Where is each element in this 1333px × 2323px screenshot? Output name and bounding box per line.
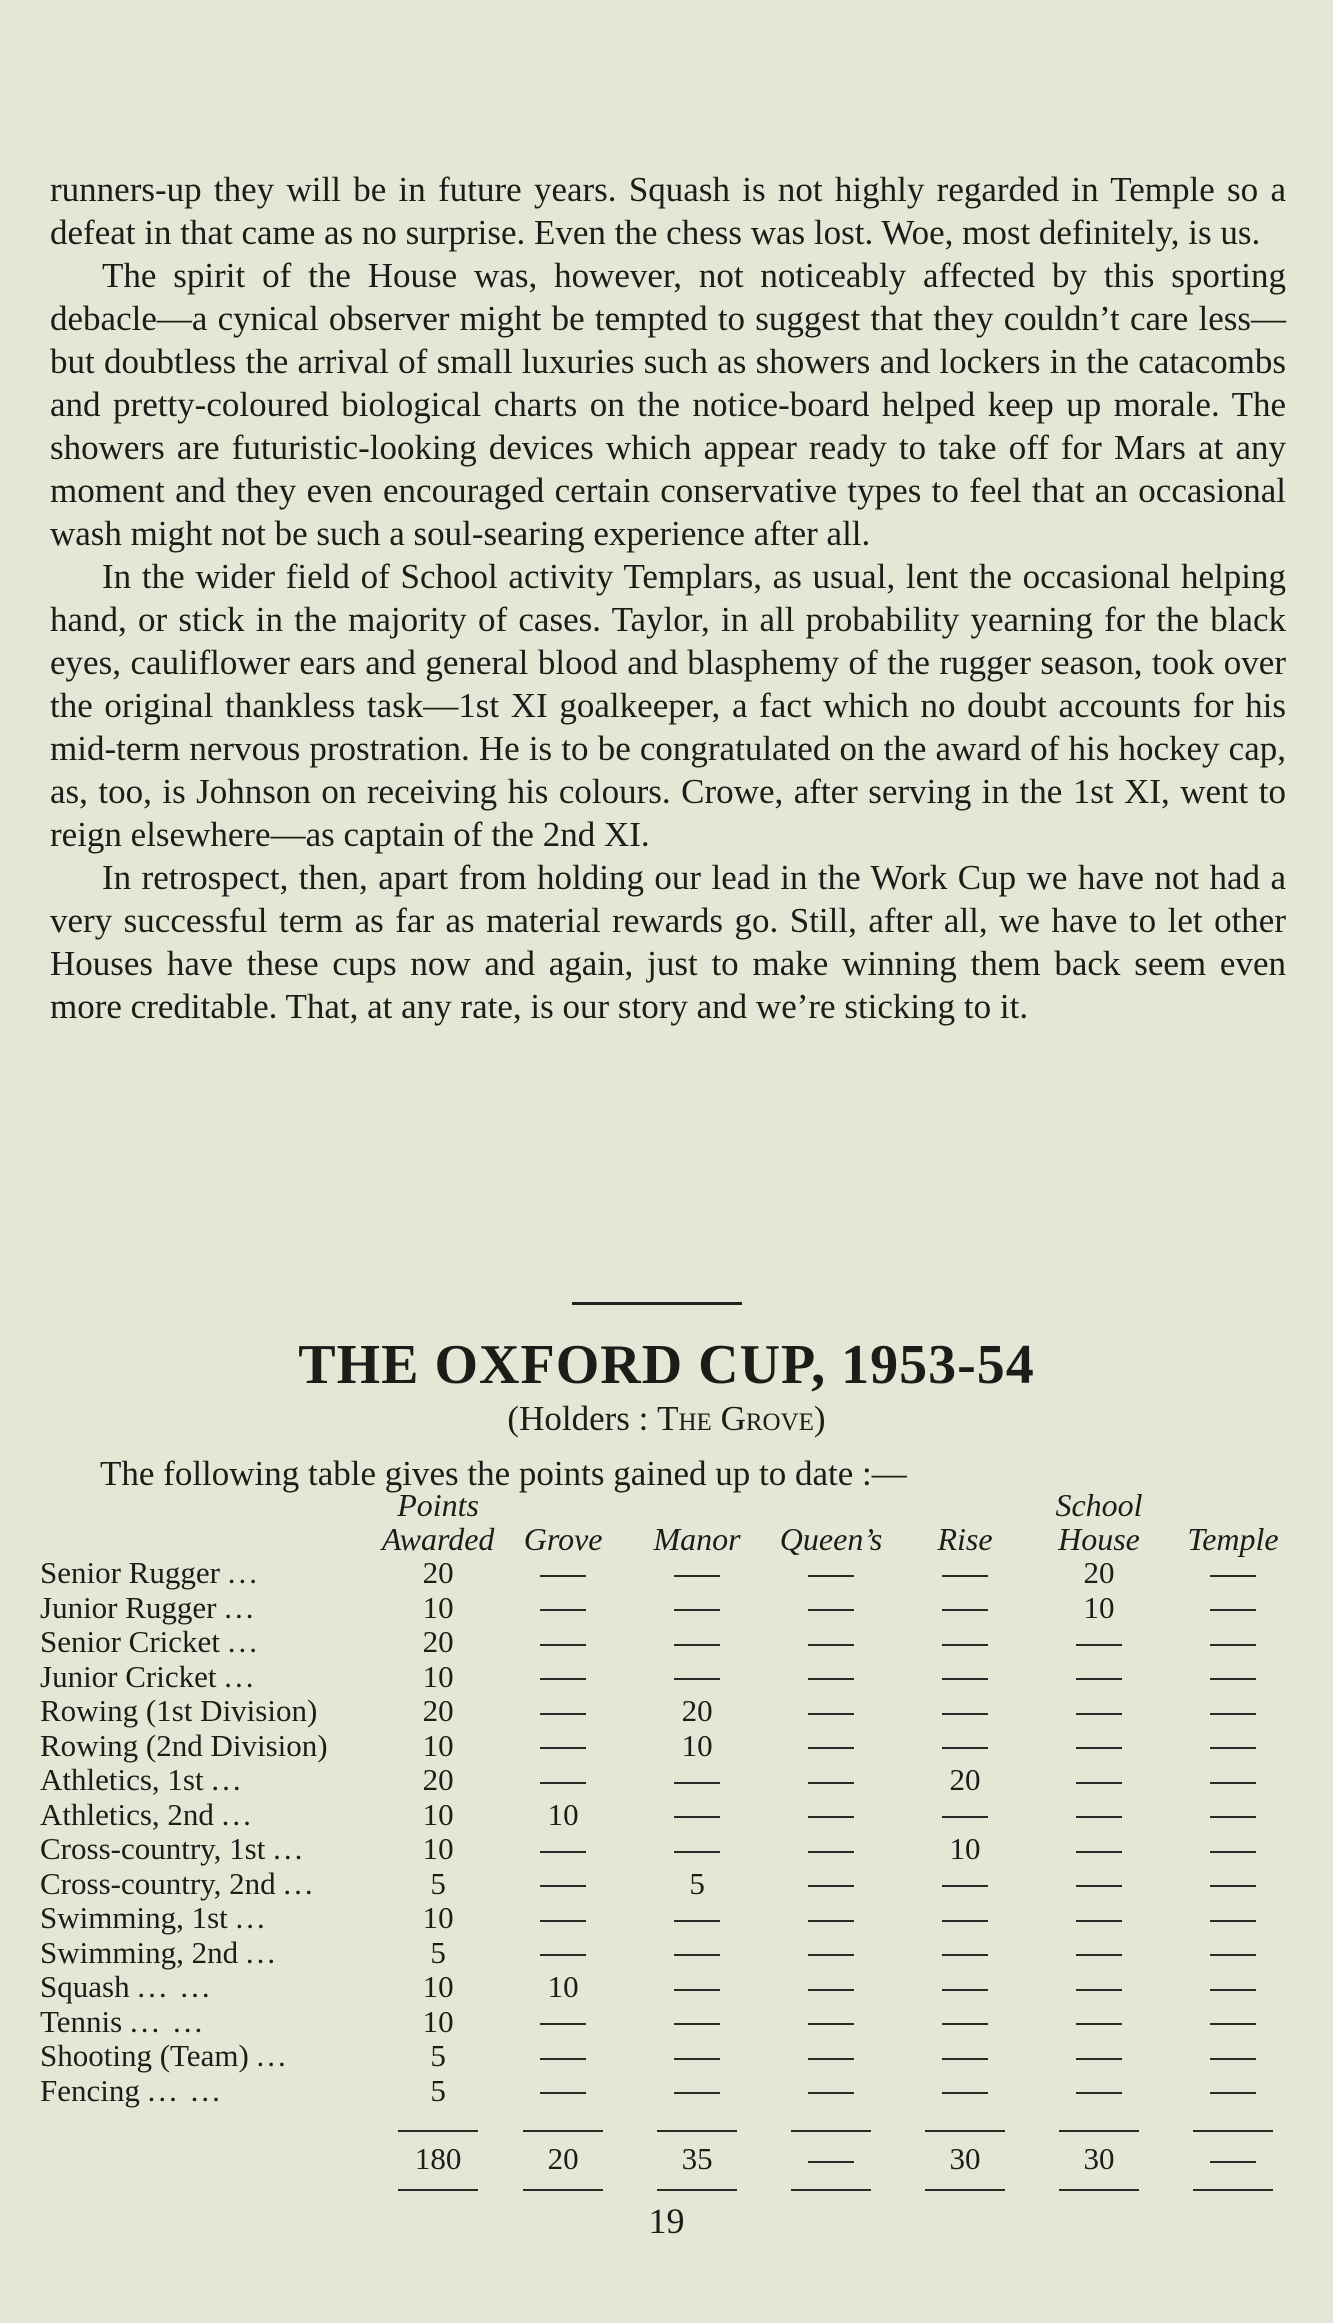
total-school: 30: [1059, 2130, 1139, 2191]
nil-dash: [942, 1644, 988, 1646]
nil-dash: [674, 1678, 720, 1680]
nil-dash: [540, 1747, 586, 1749]
nil-dash: [1076, 1989, 1122, 1991]
manor-nil: [630, 1591, 764, 1626]
nil-dash: [942, 2023, 988, 2025]
temple-nil: [1166, 1867, 1300, 1902]
event-name: Swimming, 2nd: [40, 1934, 239, 1970]
manor-nil: [630, 1660, 764, 1695]
table-intro: The following table gives the points gained up to date :—: [100, 1454, 907, 1493]
nil-dash: [1210, 1920, 1256, 1922]
temple-nil: [1166, 1798, 1300, 1833]
table-row: [40, 1936, 1300, 1971]
manor-nil: [630, 1832, 764, 1867]
table-row: [40, 1970, 1300, 2005]
nil-dash: [808, 1885, 854, 1887]
leader-dots: ... ...: [129, 2003, 206, 2039]
grove-nil: [496, 2005, 630, 2040]
nil-dash: [942, 1989, 988, 1991]
nil-dash: [674, 1609, 720, 1611]
event-name: Senior Cricket: [40, 1624, 220, 1659]
nil-dash: [674, 2058, 720, 2060]
nil-dash: [942, 1713, 988, 1715]
nil-dash: [674, 1920, 720, 1922]
nil-dash: [1210, 1747, 1256, 1749]
manor-nil: [630, 1936, 764, 1971]
nil-dash: [674, 1575, 720, 1577]
manor-nil: [630, 1556, 764, 1591]
nil-dash: [1076, 1644, 1122, 1646]
school-nil: [1032, 1970, 1166, 2005]
school-nil: [1032, 1798, 1166, 1833]
points-awarded: 5: [430, 2038, 446, 2073]
nil-dash: [1076, 1851, 1122, 1853]
event-name: Cross-country, 1st: [40, 1831, 266, 1866]
paragraph-4: In retrospect, then, apart from holding our lead in the Work Cup we have not had a very successful term as far as material rewards go. Still, after all, we have to let other Houses have these cups now and again, just to make winning them back seem even more creditable. That, at any rate, is our story and we’re sticking to it.: [50, 858, 1286, 1026]
temple-nil: [1166, 1694, 1300, 1729]
points-awarded: 10: [422, 1589, 454, 1625]
rise-nil: [898, 1625, 1032, 1660]
temple-nil: [1166, 1936, 1300, 1971]
school-nil: [1032, 1660, 1166, 1695]
rise-nil: [898, 1556, 1032, 1591]
nil-dash: [808, 1713, 854, 1715]
leader-dots: ...: [227, 1624, 260, 1659]
nil-dash: [1210, 1678, 1256, 1680]
nil-dash: [808, 2058, 854, 2060]
points-awarded: 5: [430, 1934, 446, 1970]
school-nil: [1032, 2039, 1166, 2074]
total-grove: 20: [523, 2130, 603, 2191]
nil-dash: [1210, 1885, 1256, 1887]
total-temple-nil: [1193, 2130, 1273, 2191]
nil-dash: [942, 1816, 988, 1818]
total-queens-nil: [791, 2130, 871, 2191]
nil-dash: [1210, 1644, 1256, 1646]
temple-nil: [1166, 2005, 1300, 2040]
leader-dots: ...: [224, 1589, 257, 1625]
nil-dash: [674, 1989, 720, 1991]
points-awarded: 10: [422, 1900, 454, 1935]
grove-points: 10: [547, 1796, 579, 1832]
nil-dash: [540, 2023, 586, 2025]
nil-dash: [942, 1954, 988, 1956]
queens-nil: [764, 1798, 898, 1833]
nil-dash: [942, 2092, 988, 2094]
school-nil: [1032, 1832, 1166, 1867]
table-row: [40, 1625, 1300, 1660]
page-number: 19: [648, 2201, 685, 2241]
queens-nil: [764, 1763, 898, 1798]
nil-dash: [808, 1782, 854, 1784]
queens-nil: [764, 1867, 898, 1902]
manor-nil: [630, 1625, 764, 1660]
grove-nil: [496, 2039, 630, 2074]
leader-dots: ...: [221, 1796, 254, 1832]
nil-dash: [540, 1782, 586, 1784]
rise-nil: [898, 2074, 1032, 2109]
school-nil: [1032, 1901, 1166, 1936]
school-nil: [1032, 1763, 1166, 1798]
header-row-top: [40, 1488, 1300, 1522]
queens-nil: [764, 1625, 898, 1660]
nil-dash: [808, 1678, 854, 1680]
leader-dots: ...: [283, 1865, 316, 1901]
temple-nil: [1166, 1763, 1300, 1798]
points-awarded: 10: [422, 1969, 454, 2004]
table-row: [40, 1763, 1300, 1798]
table-row: [40, 1798, 1300, 1833]
queens-nil: [764, 2074, 898, 2109]
table-row: [40, 1867, 1300, 1902]
nil-dash: [942, 1747, 988, 1749]
school-nil: [1032, 2074, 1166, 2109]
table-body: [40, 1556, 1300, 2191]
leader-dots: ...: [273, 1831, 306, 1866]
nil-dash: [1210, 1989, 1256, 1991]
table-row: [40, 1556, 1300, 1591]
nil-dash: [1210, 1713, 1256, 1715]
grove-nil: [496, 1763, 630, 1798]
school-nil: [1032, 2005, 1166, 2040]
grove-nil: [496, 1867, 630, 1902]
points-awarded: 10: [422, 1727, 454, 1763]
event-name: Swimming, 1st: [40, 1900, 228, 1935]
nil-dash: [540, 2058, 586, 2060]
temple-nil: [1166, 1729, 1300, 1764]
nil-dash: [808, 1920, 854, 1922]
nil-dash: [808, 2023, 854, 2025]
rise-nil: [898, 1936, 1032, 1971]
leader-dots: ... ...: [137, 1969, 213, 2004]
nil-dash: [540, 2092, 586, 2094]
school-points: 10: [1083, 1589, 1115, 1625]
manor-points: 10: [681, 1727, 713, 1763]
points-awarded: 20: [422, 1624, 454, 1659]
queens-nil: [764, 1591, 898, 1626]
event-name: Junior Cricket: [40, 1658, 217, 1694]
nil-dash: [540, 1678, 586, 1680]
nil-dash: [1076, 1954, 1122, 1956]
nil-dash: [808, 1747, 854, 1749]
leader-dots: ...: [256, 2038, 289, 2073]
points-awarded: 5: [430, 1865, 446, 1901]
nil-dash: [540, 1920, 586, 1922]
manor-nil: [630, 2005, 764, 2040]
manor-nil: [630, 1970, 764, 2005]
grove-nil: [496, 2074, 630, 2109]
header-house: House: [1058, 1521, 1140, 1557]
rise-nil: [898, 2039, 1032, 2074]
grove-nil: [496, 1694, 630, 1729]
nil-dash: [808, 1989, 854, 1991]
temple-nil: [1166, 1625, 1300, 1660]
rise-points: 10: [949, 1831, 981, 1866]
rise-points: 20: [949, 1762, 981, 1797]
nil-dash: [1210, 1609, 1256, 1611]
leader-dots: ...: [211, 1762, 244, 1797]
nil-dash: [1076, 1885, 1122, 1887]
nil-dash: [540, 1851, 586, 1853]
nil-dash: [808, 2161, 854, 2163]
header-rise: Rise: [937, 1521, 993, 1557]
nil-dash: [808, 1954, 854, 1956]
nil-dash: [540, 1609, 586, 1611]
grove-nil: [496, 1901, 630, 1936]
table-row: [40, 1901, 1300, 1936]
manor-points: 20: [681, 1693, 713, 1728]
event-name: Cross-country, 2nd: [40, 1865, 276, 1901]
holders-name: The Grove: [657, 1399, 814, 1438]
event-name: Athletics, 1st: [40, 1762, 204, 1797]
temple-nil: [1166, 1556, 1300, 1591]
event-name: Senior Rugger: [40, 1555, 220, 1590]
leader-dots: ...: [245, 1934, 279, 1970]
rise-nil: [898, 1729, 1032, 1764]
points-awarded: 20: [422, 1693, 454, 1728]
event-name: Athletics, 2nd: [40, 1796, 214, 1832]
nil-dash: [540, 1644, 586, 1646]
manor-nil: [630, 1763, 764, 1798]
table-row: [40, 1694, 1300, 1729]
header-points: Points: [397, 1487, 479, 1523]
nil-dash: [808, 1609, 854, 1611]
school-points: 20: [1083, 1555, 1115, 1590]
queens-nil: [764, 2005, 898, 2040]
nil-dash: [674, 1816, 720, 1818]
nil-dash: [1210, 1851, 1256, 1853]
temple-nil: [1166, 2074, 1300, 2109]
holders-prefix: (Holders :: [507, 1399, 658, 1438]
points-awarded: 20: [422, 1555, 454, 1590]
paragraph-3: In the wider field of School activity Templars, as usual, lent the occasional helping hand, or stick in the majority of cases. Taylor, in all probability yearning for the black eyes, cauliflower ears and general blood and blasphemy of the rugger season, took over the original thankless task—1st XI goalkeeper, a fact which no doubt accounts for his mid-term nervous prostration. He is to be congratulated on the award of his hockey cap, as, too, is Johnson on receiving his colours. Crowe, after serving in the 1st XI, went to reign elsewhere—as captain of the 2nd XI.: [50, 557, 1286, 854]
table-row: [40, 1660, 1300, 1695]
table-row: [40, 1591, 1300, 1626]
header-grove: Grove: [523, 1521, 603, 1557]
event-name: Junior Rugger: [40, 1589, 217, 1625]
grove-points: 10: [547, 1969, 579, 2004]
paragraph-1: runners-up they will be in future years. Squash is not highly regarded in Temple so a defeat in that came as no surprise. Even the chess was lost. Woe, most definitely, is us.: [50, 170, 1286, 252]
nil-dash: [540, 1885, 586, 1887]
nil-dash: [1076, 2023, 1122, 2025]
temple-nil: [1166, 1970, 1300, 2005]
event-name: Fencing: [40, 2072, 140, 2108]
rise-nil: [898, 1867, 1032, 1902]
rise-nil: [898, 1798, 1032, 1833]
queens-nil: [764, 1901, 898, 1936]
event-name: Squash: [40, 1969, 130, 2004]
event-name: Rowing (1st Division): [40, 1693, 318, 1728]
table-row: [40, 2074, 1300, 2109]
nil-dash: [1210, 2161, 1256, 2163]
rise-nil: [898, 1901, 1032, 1936]
nil-dash: [1076, 1713, 1122, 1715]
nil-dash: [674, 2092, 720, 2094]
nil-dash: [540, 1575, 586, 1577]
nil-dash: [942, 1678, 988, 1680]
holders-suffix: ): [813, 1399, 826, 1438]
leader-dots: ...: [224, 1658, 257, 1694]
header-temple: Temple: [1187, 1521, 1279, 1557]
total-points: 180: [398, 2130, 478, 2191]
event-name: Tennis: [40, 2003, 123, 2039]
rise-nil: [898, 1660, 1032, 1695]
nil-dash: [1076, 2058, 1122, 2060]
queens-nil: [764, 1970, 898, 2005]
nil-dash: [1210, 1575, 1256, 1577]
section-title: THE OXFORD CUP, 1953-54: [298, 1334, 1035, 1396]
grove-nil: [496, 1832, 630, 1867]
queens-nil: [764, 1694, 898, 1729]
grove-nil: [496, 1936, 630, 1971]
manor-nil: [630, 1798, 764, 1833]
table-row: [40, 1832, 1300, 1867]
article-text: [50, 168, 1286, 1028]
header-school: School: [1055, 1487, 1143, 1523]
nil-dash: [540, 1713, 586, 1715]
manor-nil: [630, 1901, 764, 1936]
nil-dash: [808, 1851, 854, 1853]
manor-points: 5: [689, 1865, 705, 1901]
leader-dots: ... ...: [147, 2072, 223, 2108]
school-nil: [1032, 1936, 1166, 1971]
nil-dash: [1210, 1816, 1256, 1818]
oxford-cup-table: [40, 1488, 1300, 2191]
school-nil: [1032, 1625, 1166, 1660]
nil-dash: [1210, 1954, 1256, 1956]
points-awarded: 10: [422, 1831, 454, 1866]
nil-dash: [674, 2023, 720, 2025]
nil-dash: [1076, 1678, 1122, 1680]
grove-nil: [496, 1591, 630, 1626]
table-row: [40, 2005, 1300, 2040]
nil-dash: [1210, 1782, 1256, 1784]
nil-dash: [808, 1644, 854, 1646]
nil-dash: [808, 1816, 854, 1818]
temple-nil: [1166, 1832, 1300, 1867]
points-awarded: 20: [422, 1762, 454, 1797]
queens-nil: [764, 1660, 898, 1695]
nil-dash: [942, 1609, 988, 1611]
grove-nil: [496, 1625, 630, 1660]
queens-nil: [764, 1936, 898, 1971]
grove-nil: [496, 1660, 630, 1695]
nil-dash: [674, 1644, 720, 1646]
points-awarded: 10: [422, 1658, 454, 1694]
rise-nil: [898, 1970, 1032, 2005]
points-awarded: 5: [430, 2072, 446, 2108]
queens-nil: [764, 1729, 898, 1764]
nil-dash: [1076, 1920, 1122, 1922]
manor-nil: [630, 2039, 764, 2074]
table-row: [40, 2039, 1300, 2074]
section-divider: [572, 1302, 742, 1305]
table-row: [40, 1729, 1300, 1764]
temple-nil: [1166, 1901, 1300, 1936]
holders-line: [0, 1396, 1333, 1442]
school-nil: [1032, 1729, 1166, 1764]
nil-dash: [1210, 2058, 1256, 2060]
nil-dash: [1076, 2092, 1122, 2094]
rise-nil: [898, 1591, 1032, 1626]
nil-dash: [1210, 2092, 1256, 2094]
grove-nil: [496, 1556, 630, 1591]
nil-dash: [942, 1575, 988, 1577]
nil-dash: [808, 1575, 854, 1577]
header-queens: Queen’s: [779, 1521, 883, 1557]
nil-dash: [1076, 1816, 1122, 1818]
temple-nil: [1166, 1660, 1300, 1695]
total-rise: 30: [925, 2130, 1005, 2191]
header-row-bottom: [40, 1522, 1300, 1556]
nil-dash: [942, 1885, 988, 1887]
paragraph-2: The spirit of the House was, however, not noticeably affected by this sporting debacle—a cynical observer might be tempted to suggest that they couldn’t care less—but doubtless the arrival of small luxuries such as showers and lockers in the catacombs and pretty-coloured biological charts on the notice-board helped keep up morale. The showers are futuristic-looking devices which appear ready to take off for Mars at any moment and they even encouraged certain conservative types to feel that an occasional wash might not be such a soul-searing experience after all.: [50, 256, 1286, 553]
school-nil: [1032, 1694, 1166, 1729]
grove-nil: [496, 1729, 630, 1764]
header-awarded: Awarded: [381, 1521, 495, 1557]
totals-row: [40, 2108, 1300, 2191]
nil-dash: [674, 1782, 720, 1784]
total-manor: 35: [657, 2130, 737, 2191]
leader-dots: ...: [227, 1555, 260, 1590]
points-awarded: 10: [422, 1796, 454, 1832]
nil-dash: [808, 2092, 854, 2094]
nil-dash: [674, 1851, 720, 1853]
temple-nil: [1166, 1591, 1300, 1626]
leader-dots: ...: [235, 1900, 268, 1935]
nil-dash: [674, 1954, 720, 1956]
event-name: Rowing (2nd Division): [40, 1727, 328, 1763]
queens-nil: [764, 2039, 898, 2074]
header-manor: Manor: [653, 1521, 741, 1557]
nil-dash: [540, 1954, 586, 1956]
rise-nil: [898, 1694, 1032, 1729]
nil-dash: [1076, 1782, 1122, 1784]
nil-dash: [1076, 1747, 1122, 1749]
nil-dash: [942, 1920, 988, 1922]
temple-nil: [1166, 2039, 1300, 2074]
queens-nil: [764, 1556, 898, 1591]
school-nil: [1032, 1867, 1166, 1902]
queens-nil: [764, 1832, 898, 1867]
nil-dash: [1210, 2023, 1256, 2025]
rise-nil: [898, 2005, 1032, 2040]
nil-dash: [942, 2058, 988, 2060]
manor-nil: [630, 2074, 764, 2109]
event-name: Shooting (Team): [40, 2038, 249, 2073]
points-awarded: 10: [422, 2003, 454, 2039]
